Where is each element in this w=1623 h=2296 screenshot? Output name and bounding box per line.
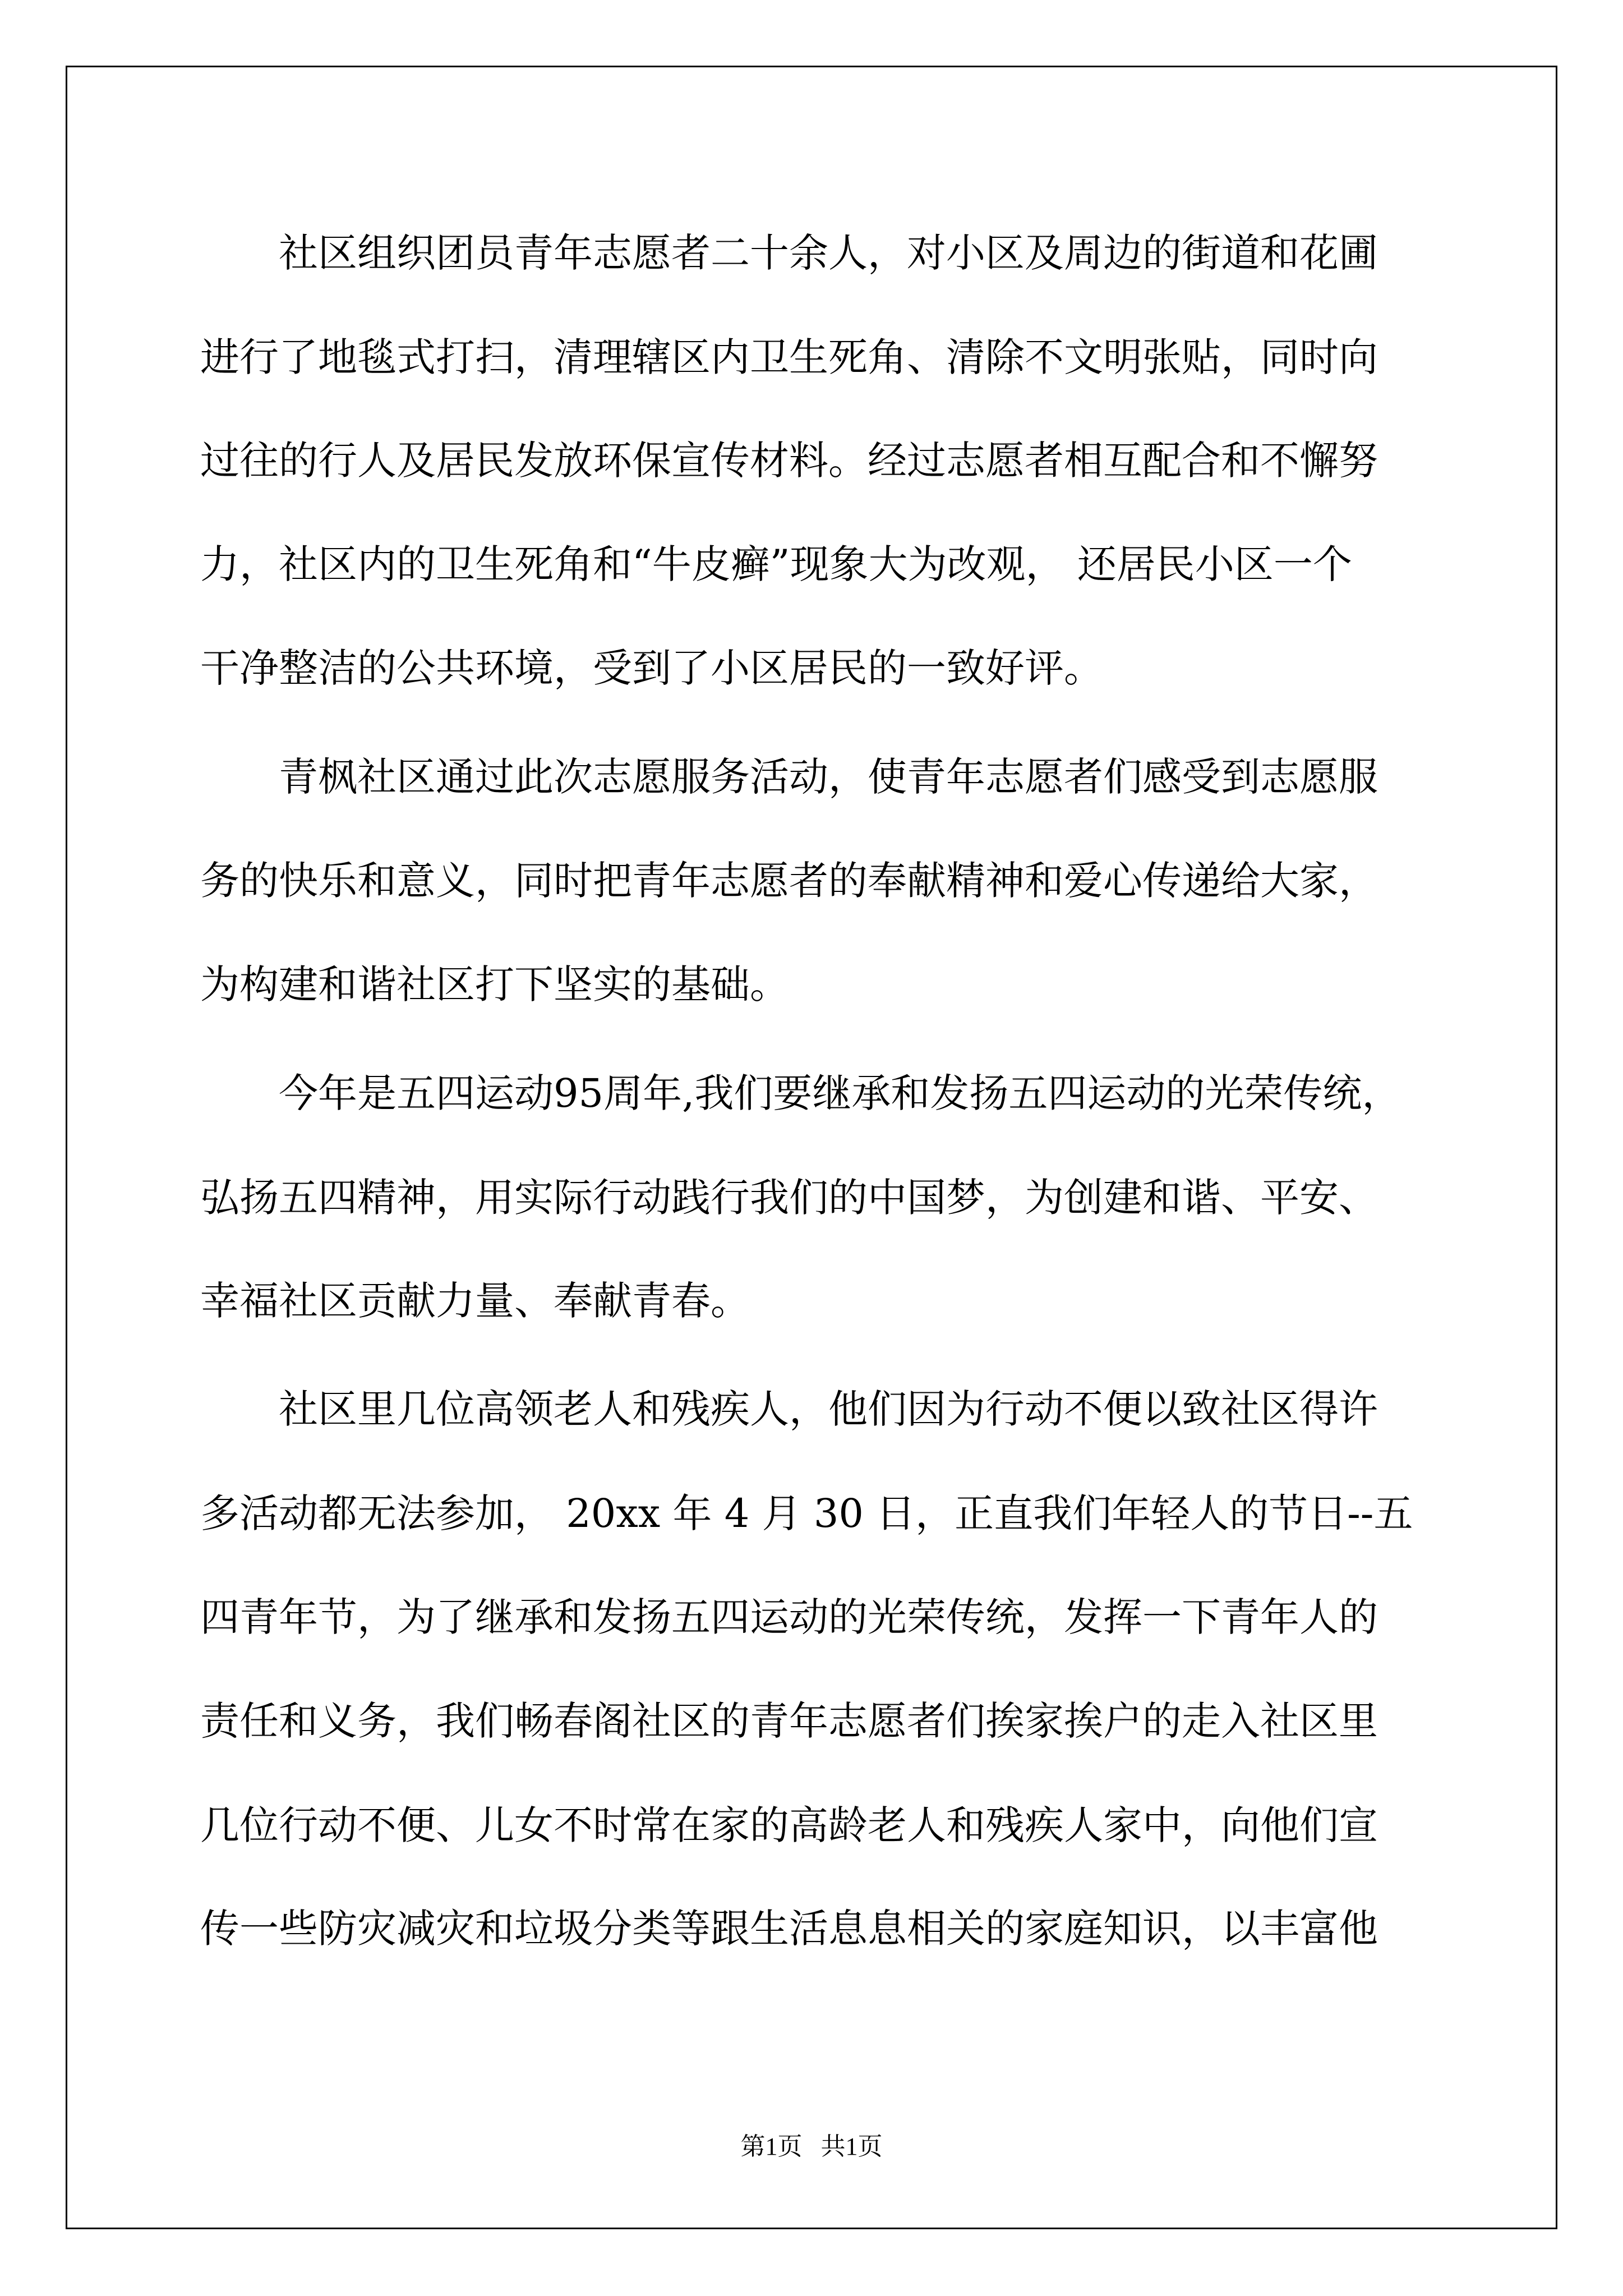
text-line: 今年是五四运动95周年,我们要继承和发扬五四运动的光荣传统， [200, 1070, 1401, 1116]
text-line: 干净整洁的公共环境，受到了小区居民的一致好评。 [200, 645, 1103, 691]
text-line: 多活动都无法参加， 20xx 年 4 月 30 日，正直我们年轻人的节日--五 [200, 1490, 1413, 1536]
text-line: 进行了地毯式打扫，清理辖区内卫生死角、清除不文明张贴，同时向 [200, 334, 1378, 380]
text-line: 社区里几位高领老人和残疾人，他们因为行动不便以致社区得许 [200, 1386, 1378, 1432]
text-line: 责任和义务，我们畅春阁社区的青年志愿者们挨家挨户的走入社区里 [200, 1698, 1378, 1744]
text-line: 四青年节，为了继承和发扬五四运动的光荣传统，发挥一下青年人的 [200, 1594, 1378, 1640]
text-line: 社区组织团员青年志愿者二十余人，对小区及周边的街道和花圃 [200, 230, 1378, 276]
text-line: 几位行动不便、儿女不时常在家的高龄老人和残疾人家中，向他们宣 [200, 1802, 1378, 1848]
text-line: 弘扬五四精神，用实际行动践行我们的中国梦，为创建和谐、平安、 [200, 1175, 1378, 1221]
page-number-footer: 第1页 共1页 [740, 2133, 883, 2160]
text-line: 务的快乐和意义，同时把青年志愿者的奉献精神和爱心传递给大家， [200, 858, 1378, 904]
text-line: 青枫社区通过此次志愿服务活动，使青年志愿者们感受到志愿服 [200, 754, 1378, 800]
text-line: 过往的行人及居民发放环保宣传材料。经过志愿者相互配合和不懈努 [200, 438, 1378, 484]
text-line: 力，社区内的卫生死角和“牛皮癣”现象大为改观， 还居民小区一个 [200, 541, 1352, 587]
text-line: 幸福社区贡献力量、奉献青春。 [200, 1278, 750, 1324]
text-line: 为构建和谐社区打下坚实的基础。 [200, 961, 789, 1007]
text-line: 传一些防灾减灾和垃圾分类等跟生活息息相关的家庭知识，以丰富他 [200, 1906, 1378, 1952]
